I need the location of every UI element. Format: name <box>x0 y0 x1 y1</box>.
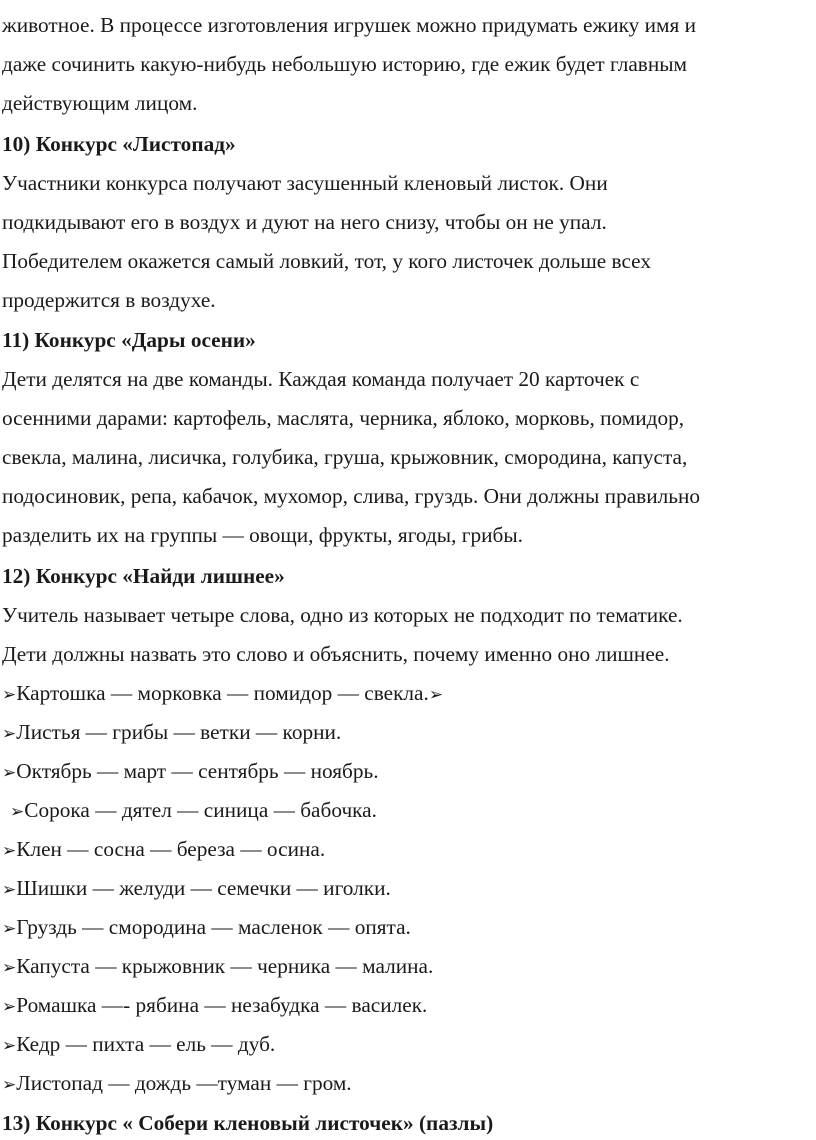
paragraph-line: действующим лицом. <box>2 91 198 115</box>
list-item-text: Октябрь — март — сентябрь — ноябрь. <box>16 759 379 783</box>
list-item <box>10 797 377 825</box>
arrow-bullet-icon: ➢ <box>2 763 17 783</box>
arrow-bullet-icon: ➢ <box>2 1075 17 1095</box>
arrow-bullet-icon: ➢ <box>2 685 17 705</box>
list-item-text: Клен — сосна — береза — осина. <box>16 837 326 861</box>
paragraph-line: разделить их на группы — овощи, фрукты, ягоды, грибы. <box>2 523 524 547</box>
arrow-bullet-icon: ➢ <box>2 919 17 939</box>
list-item-text: Кедр — пихта — ель — дуб. <box>16 1032 276 1056</box>
paragraph-line: Победителем окажется самый ловкий, тот, у кого листочек дольше всех <box>2 249 652 273</box>
paragraph-line: свекла, малина, лисичка, голубика, груша, крыжовник, смородина, капуста, <box>2 445 688 469</box>
list-item-text: Ромашка —- рябина — незабудка — василек. <box>16 993 428 1017</box>
paragraph-line: животное. В процессе изготовления игрушек можно придумать ежику имя и <box>2 13 697 37</box>
arrow-bullet-icon: ➢ <box>2 880 17 900</box>
list-item-text: Листья — грибы — ветки — корни. <box>16 720 342 744</box>
list-item-text: Капуста — крыжовник — черника — малина. <box>16 954 434 978</box>
list-item-text: Груздь — смородина — масленок — опята. <box>16 915 411 939</box>
section-heading-12: 12) Конкурс «Найди лишнее» <box>2 564 285 588</box>
paragraph-line: Участники конкурса получают засушенный кленовый листок. Они <box>2 171 608 195</box>
list-item <box>2 680 443 708</box>
paragraph-line: Дети должны назвать это слово и объяснить, почему именно оно лишнее. <box>2 642 670 666</box>
arrow-bullet-icon: ➢ <box>2 841 17 861</box>
list-item <box>2 992 427 1020</box>
paragraph-line: Учитель называет четыре слова, одно из которых не подходит по тематике. <box>2 603 683 627</box>
arrow-bullet-icon: ➢ <box>10 802 25 822</box>
list-item-text: Листопад — дождь —туман — гром. <box>16 1071 352 1095</box>
list-item-text: Шишки — желуди — семечки — иголки. <box>16 876 391 900</box>
section-heading-10: 10) Конкурс «Листопад» <box>2 132 236 156</box>
section-heading-13: 13) Конкурс « Собери кленовый листочек» (пазлы) <box>2 1111 494 1135</box>
list-item <box>2 875 391 903</box>
paragraph-line: подкидывают его в воздух и дуют на него снизу, чтобы он не упал. <box>2 210 607 234</box>
arrow-bullet-icon: ➢ <box>2 958 17 978</box>
arrow-bullet-icon: ➢ <box>2 1036 17 1056</box>
list-item <box>2 719 341 747</box>
arrow-bullet-icon: ➢ <box>428 685 444 705</box>
list-item <box>2 836 325 864</box>
list-item <box>2 1070 352 1098</box>
paragraph-line: продержится в воздухе. <box>2 288 216 312</box>
arrow-bullet-icon: ➢ <box>2 724 17 744</box>
paragraph-line: Дети делятся на две команды. Каждая команда получает 20 карточек с <box>2 367 640 391</box>
list-item-text: Картошка — морковка — помидор — свекла. <box>16 681 429 705</box>
list-item <box>2 914 411 942</box>
section-heading-11: 11) Конкурс «Дары осени» <box>2 328 256 352</box>
list-item <box>2 1031 275 1059</box>
paragraph-line: осенними дарами: картофель, маслята, черника, яблоко, морковь, помидор, <box>2 406 685 430</box>
paragraph-line: даже сочинить какую-нибудь небольшую историю, где ежик будет главным <box>2 52 688 76</box>
list-item-text: Сорока — дятел — синица — бабочка. <box>24 798 377 822</box>
arrow-bullet-icon: ➢ <box>2 997 17 1017</box>
paragraph-line: подосиновик, репа, кабачок, мухомор, слива, груздь. Они должны правильно <box>2 484 701 508</box>
list-item <box>2 758 379 786</box>
list-item <box>2 953 433 981</box>
